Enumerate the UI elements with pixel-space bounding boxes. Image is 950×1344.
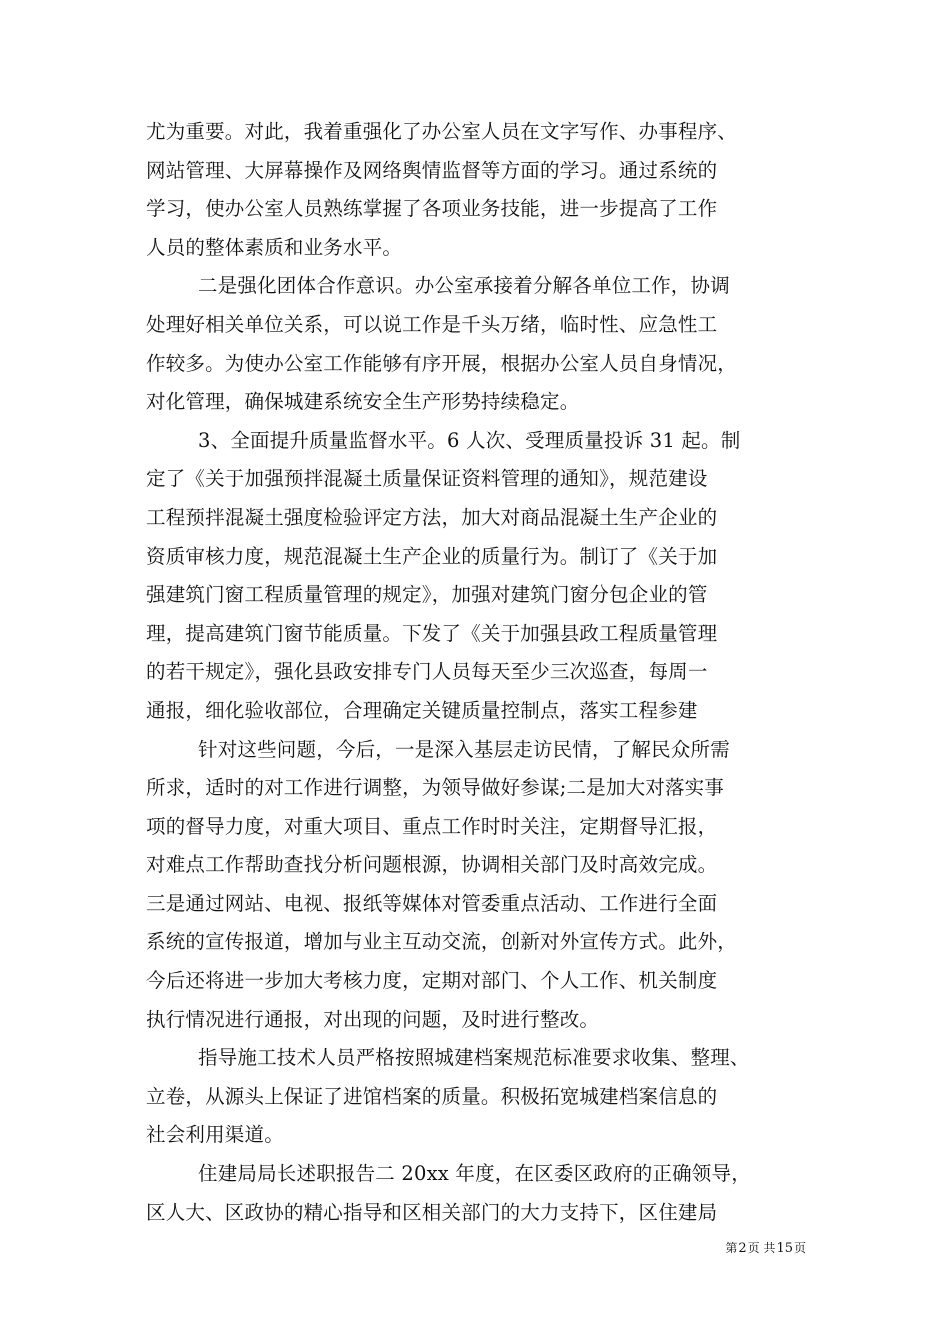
text-line: 执行情况进行通报，对出现的问题，及时进行整改。	[146, 1007, 600, 1031]
text-line: 的若干规定》，强化县政安排专门人员每天至少三次巡查，每周一	[146, 660, 708, 684]
text-line: 今后还将进一步加大考核力度，定期对部门、个人工作、机关制度	[146, 969, 718, 993]
text-line: 尤为重要。对此，我着重强化了办公室人员在文字写作、办事程序、	[146, 120, 738, 143]
document-body	[146, 113, 806, 1232]
text-line: 二是强化团体合作意识。办公室承接着分解各单位工作，协调	[198, 274, 730, 298]
text-line: 强建筑门窗工程质量管理的规定》，加强对建筑门窗分包企业的管	[146, 583, 708, 607]
text-line: 通报，细化验收部位，合理确定关键质量控制点，落实工程参建	[146, 698, 698, 722]
text-line: 学习，使办公室人员熟练掌握了各项业务技能，进一步提高了工作	[146, 197, 718, 221]
current-page-number: 2	[738, 1241, 747, 1256]
text-line: 对化管理，确保城建系统安全生产形势持续稳定。	[146, 390, 580, 414]
text-line: 对难点工作帮助查找分析问题根源，协调相关部门及时高效完成。	[146, 853, 718, 877]
text-line: 网站管理、大屏幕操作及网络舆情监督等方面的学习。通过系统的	[146, 158, 718, 182]
text-line: 作较多。为使办公室工作能够有序开展，根据办公室人员自身情况，	[146, 351, 738, 375]
footer-suffix: 页	[793, 1241, 806, 1255]
total-pages-number: 15	[776, 1241, 793, 1256]
text-line: 资质审核力度，规范混凝土生产企业的质量行为。制订了《关于加	[146, 544, 718, 568]
footer-prefix: 第	[725, 1241, 738, 1255]
text-line: 项的督导力度，对重大项目、重点工作时时关注，定期督导汇报，	[146, 814, 718, 838]
text-line: 所求，适时的对工作进行调整，为领导做好参谋;二是加大对落实事	[146, 776, 725, 800]
text-line: 指导施工技术人员严格按照城建档案规范标准要求收集、整理、	[198, 1046, 750, 1070]
text-line: 工程预拌混凝土强度检验评定方法，加大对商品混凝土生产企业的	[146, 505, 718, 529]
text-line: 立卷，从源头上保证了进馆档案的质量。积极拓宽城建档案信息的	[146, 1084, 718, 1108]
text-line: 住建局局长述职报告二 20xx 年度，在区委区政府的正确领导，	[198, 1162, 751, 1186]
text-line: 区人大、区政协的精心指导和区相关部门的大力支持下，区住建局	[146, 1200, 718, 1224]
text-line: 三是通过网站、电视、报纸等媒体对管委重点活动、工作进行全面	[146, 891, 718, 915]
page-footer	[660, 1240, 806, 1257]
text-line: 系统的宣传报道，增加与业主互动交流，创新对外宣传方式。此外，	[146, 930, 738, 954]
text-line: 处理好相关单位关系，可以说工作是千头万绪，临时性、应急性工	[146, 312, 718, 336]
text-line: 人员的整体素质和业务水平。	[146, 235, 403, 259]
text-line: 社会利用渠道。	[146, 1123, 284, 1147]
text-line: 3、全面提升质量监督水平。6 人次、受理质量投诉 31 起。制	[198, 428, 741, 452]
text-line: 定了《关于加强预拌混凝土质量保证资料管理的通知》，规范建设	[146, 467, 708, 491]
text-line: 针对这些问题，今后，一是深入基层走访民情，了解民众所需	[198, 737, 730, 761]
text-line: 理，提高建筑门窗节能质量。下发了《关于加强县政工程质量管理	[146, 621, 718, 645]
footer-middle: 页 共	[747, 1241, 776, 1255]
